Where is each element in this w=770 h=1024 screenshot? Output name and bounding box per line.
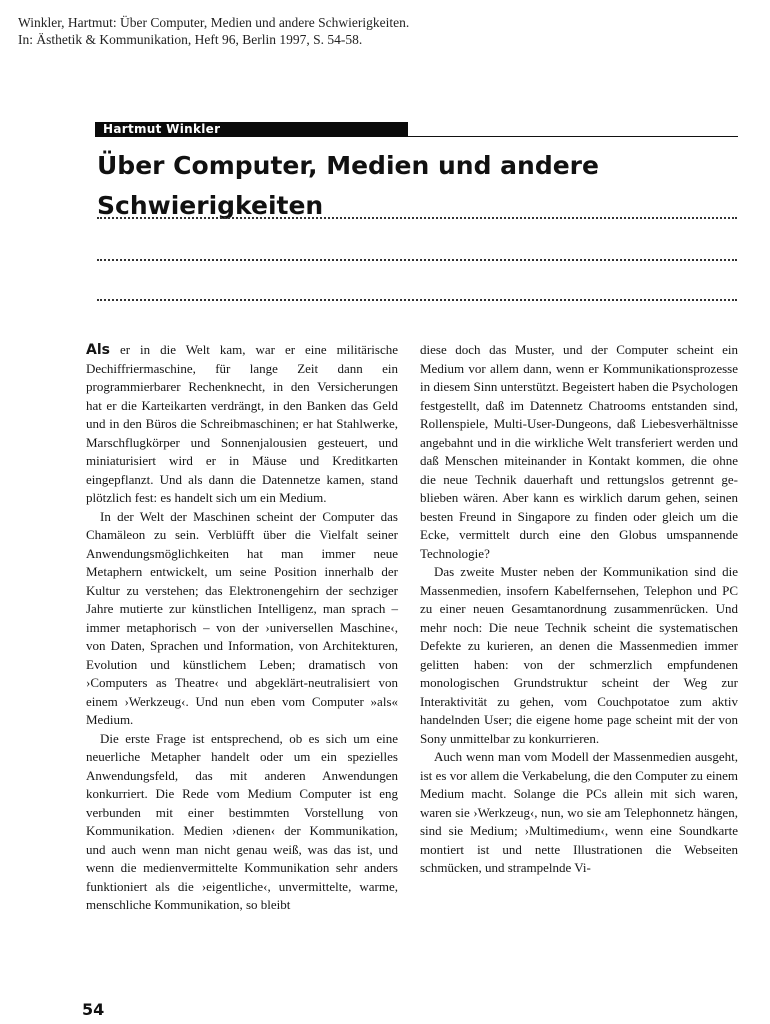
dotted-rule-1 [97, 217, 737, 219]
paragraph: Die erste Frage ist entsprechend, ob es sich um eine neuerliche Metapher handelt oder um ein spezielles Anwendungsfeld, das mit anderen Anwendungen konkurriert. Die Rede vom Medium Computer ist eng verbunden mit einer bestimmten Vorstellung von Kommunikation. Medien ›dienen‹ der Kommunikation, und auch wenn man nicht genau weiß, was das ist, und wenn die medienvermittelte Kommunikation sehr anders funktioniert als die ›eigentliche‹, unvermittelte, warme, menschliche Kommunikation, so bleibt [86, 730, 398, 912]
lead-word: Als [86, 342, 110, 358]
title-line-2: Schwierigkeiten [97, 191, 324, 220]
paragraph: diese doch das Muster, und der Computer scheint ein Medium vor allem dann, wenn er Kommunikationsprozesse in diesem Sinn unterstützt. Begeistert haben die Psychologen festgestellt, daß im Datennetz Chatrooms entstanden sind, Rollenspiele, Multi-User-Dungeons, daß Liebesverhältnisse angebahnt und in die wirkliche Welt transferiert werden und daß Menschen miteinander in Kontakt kommen, die ohne die neue Technik dauerhaft und rettungslos getrennt geblieben wären. Aber kann es wirklich darum gehen, seinen besten Freund in Singapore zu finden oder gleich um die Ecke, vermittelt durch eine den Globus umspannende Technologie? [420, 342, 738, 561]
dotted-rule-2 [97, 259, 737, 261]
paragraph-text: er in die Welt kam, war er eine militärische Dechiffriermaschine, für lange Zeit dann ein programmierbarer Rechenknecht, in den Versicherungen hat er die Karteikarten verdrängt, in den Banken das Geld und in den Büros die Schreibmaschinen; er hat Stahlwerke, Marschflugkörper und Sonnenjalousien gesteuert, und miniaturisiert wird er in Mäuse und Kreditkarten eingepflanzt. Und als dann die Datennetze kamen, stand plötzlich fest: es handelt sich um ein Medium. [86, 342, 398, 505]
citation-line-2: In: Ästhetik & Kommunikation, Heft 96, Berlin 1997, S. 54-58. [18, 32, 363, 47]
column-right [420, 341, 738, 878]
header-rule [408, 136, 738, 137]
dotted-rule-3 [97, 299, 737, 301]
column-left [86, 341, 398, 915]
author-bar: Hartmut Winkler [95, 122, 408, 137]
paragraph: In der Welt der Maschinen scheint der Computer das Chamäleon zu sein. Verblüfft über die Vielfalt seiner Anwendungsmöglichkeiten hat man immer neue Metaphern entwickelt, um seine Position innerhalb der Kultur zu verstehen; das Elektronengehirn der sechziger Jahre mutierte zur künstlichen Intelligenz, man sprach – immer metaphorisch – von der ›universellen Maschine‹, von Daten, Sprachen und Information, von Architekturen, Evolution und künstlichem Leben; dramatisch von ›Computers as Theatre‹ und abgeklärt-neutralisiert von einem ›Werkzeug‹. Und nun eben vom Computer »als« Medium. [86, 508, 398, 727]
citation-line-1: Winkler, Hartmut: Über Computer, Medien und andere Schwierigkeiten. [18, 15, 410, 30]
paragraph [86, 341, 398, 508]
paragraph: Auch wenn man vom Modell der Massenmedien ausgeht, ist es vor allem die Verkabelung, die den Computer zu einem Medium macht. Solange die PCs allein mit sich waren, waren sie ›Werkzeug‹, nun, wo sie am Telephonnetz hängen, sind sie Medium; ›Multimedium‹, wenn eine Soundkarte montiert ist und nette Illustrationen die Webseiten schmücken, und strampelnde Vi- [420, 749, 738, 875]
page-number: 54 [82, 1000, 105, 1019]
citation [18, 14, 409, 48]
article-title [97, 146, 737, 226]
paragraph: Das zweite Muster neben der Kommunikation sind die Massenmedien, insofern Kabelfernsehen, Telephon und PC zu einer neuen Gesamtanordnung zusammenrücken. Und mehr noch: Die neue Technik scheint die systematischen Defekte zu kurieren, an denen die Massenmedien immer gelitten haben: von der schmerzlich empfundenen monologischen Grundstruktur scheint der Weg zur Interaktivität zu gehen, vom Couchpotatoe zum aktiv handelnden User; die eigene home page scheint mit der von Sony unmittelbar zu konkurrieren. [420, 564, 738, 746]
title-line-1: Über Computer, Medien und andere [97, 151, 599, 180]
